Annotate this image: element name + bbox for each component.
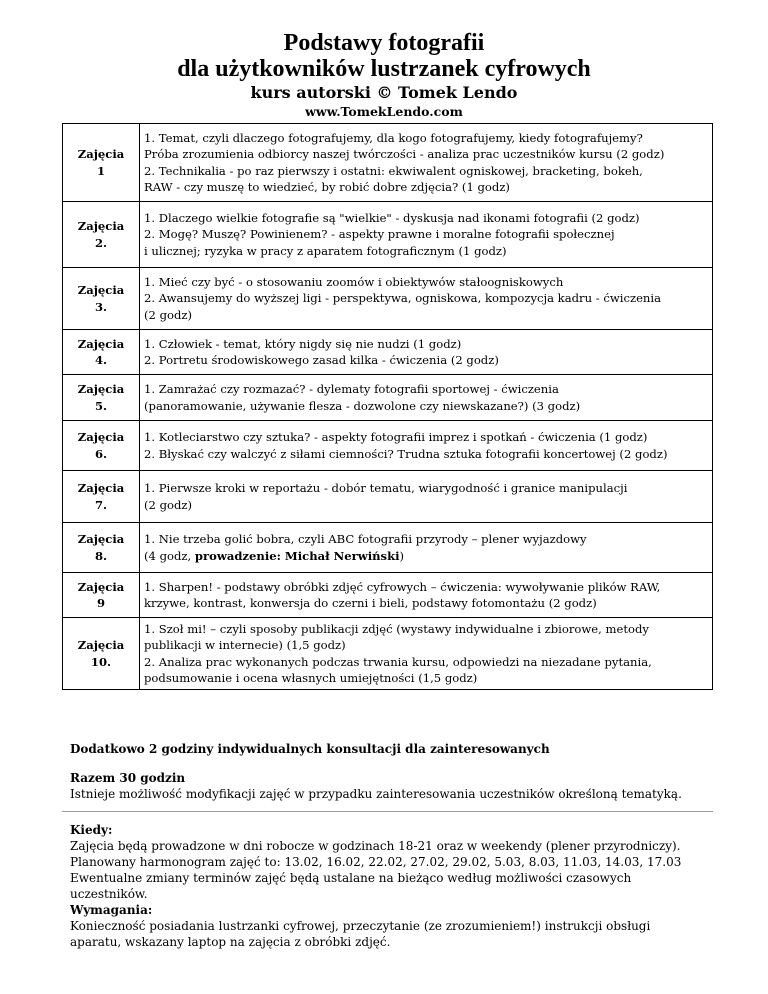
table-row xyxy=(63,421,713,471)
session-description: 1. Sharpen! - podstawy obróbki zdjęć cyfrowych – ćwiczenia: wywoływanie plików RAW, krzywe, kontrast, konwersja do czerni i bieli, podstawy fotomontażu (2 godz) xyxy=(140,573,713,618)
title-line-1: Podstawy fotografii xyxy=(283,30,485,56)
when-line: Zajęcia będą prowadzone w dni robocze w godzinach 18-21 oraz w weekendy (plener przyrodniczy). xyxy=(70,839,681,853)
session-label: Zajęcia 5. xyxy=(63,375,140,421)
session-description: 1. Zamrażać czy rozmazać? - dylematy fotografii sportowej - ćwiczenia (panoramowanie, używanie flesza - dozwolone czy niewskazane?) (3 godz) xyxy=(140,375,713,421)
document-header xyxy=(0,30,768,121)
session-description: 1. Temat, czyli dlaczego fotografujemy, dla kogo fotografujemy, kiedy fotografujemy? Próba zrozumienia odbiorcy naszej twórczości - analiza prac uczestników kursu (2 godz) 2. Technikalia - po raz pierwszy i ostatni: ekwiwalent ogniskowej, bracketing, bokeh, RAW - czy muszę to wiedzieć, by robić dobre zdjęcia? (1 godz) xyxy=(140,124,713,202)
table-row xyxy=(63,330,713,375)
modification-note: Istnieje możliwość modyfikacji zajęć w przypadku zainteresowania uczestników określoną tematyką. xyxy=(70,787,682,801)
schedule-table xyxy=(62,123,713,690)
session-description: 1. Człowiek - temat, który nigdy się nie nudzi (1 godz) 2. Portretu środowiskowego zasad kilka - ćwiczenia (2 godz) xyxy=(140,330,713,375)
table-row xyxy=(63,375,713,421)
session-description: 1. Mieć czy być - o stosowaniu zoomów i obiektywów stałoogniskowych 2. Awansujemy do wyższej ligi - perspektywa, ogniskowa, kompozycja kadru - ćwiczenia (2 godz) xyxy=(140,268,713,330)
session-description: 1. Kotleciarstwo czy sztuka? - aspekty fotografii imprez i spotkań - ćwiczenia (1 godz) 2. Błyskać czy walczyć z siłami ciemności? Trudna sztuka fotografii koncertowej (2 godz) xyxy=(140,421,713,471)
author-subtitle: kurs autorski © Tomek Lendo xyxy=(250,83,518,102)
session-description: 1. Nie trzeba golić bobra, czyli ABC fotografii przyrody – plener wyjazdowy (4 godz, prowadzenie: Michał Nerwiński) xyxy=(140,523,713,573)
session-label: Zajęcia 4. xyxy=(63,330,140,375)
table-row xyxy=(63,268,713,330)
session-label: Zajęcia 10. xyxy=(63,618,140,690)
session-label: Zajęcia 1 xyxy=(63,124,140,202)
table-row xyxy=(63,618,713,690)
table-row xyxy=(63,471,713,523)
session-label: Zajęcia 8. xyxy=(63,523,140,573)
table-row xyxy=(63,202,713,268)
session-description: 1. Pierwsze kroki w reportażu - dobór tematu, wiarygodność i granice manipulacji (2 godz) xyxy=(140,471,713,523)
table-row xyxy=(63,124,713,202)
requirements-line: Konieczność posiadania lustrzanki cyfrowej, przeczytanie (ze zrozumieniem!) instrukcji obsługi xyxy=(70,919,651,933)
session-label: Zajęcia 7. xyxy=(63,471,140,523)
session-label: Zajęcia 2. xyxy=(63,202,140,268)
table-row xyxy=(63,573,713,618)
when-line: Planowany harmonogram zajęć to: 13.02, 16.02, 22.02, 27.02, 29.02, 5.03, 8.03, 11.03, 14.03, 17.03 xyxy=(70,855,682,869)
title-line-2: dla użytkowników lustrzanek cyfrowych xyxy=(177,56,591,82)
session-description: 1. Dlaczego wielkie fotografie są "wielkie" - dyskusja nad ikonami fotografii (2 godz) 2. Mogę? Muszę? Powinienem? - aspekty prawne i moralne fotografii społecznej i ulicznej; ryzyka w pracy z aparatem fotograficznym (1 godz) xyxy=(140,202,713,268)
requirements-heading: Wymagania: xyxy=(70,903,153,917)
instructor-name: prowadzenie: Michał Nerwiński xyxy=(194,548,400,563)
when-line: Ewentualne zmiany terminów zajęć będą ustalane na bieżąco według możliwości czasowych xyxy=(70,871,632,885)
extra-consultations: Dodatkowo 2 godziny indywidualnych konsultacji dla zainteresowanych xyxy=(70,742,550,756)
session-label: Zajęcia 6. xyxy=(63,421,140,471)
session-description: 1. Szoł mi! – czyli sposoby publikacji zdjęć (wystawy indywidualne i zbiorowe, metody publikacji w internecie) (1,5 godz) 2. Analiza prac wykonanych podczas trwania kursu, odpowiedzi na niezadane pytania, podsumowanie i ocena własnych umiejętności (1,5 godz) xyxy=(140,618,713,690)
session-label: Zajęcia 9 xyxy=(63,573,140,618)
when-section xyxy=(70,822,710,950)
section-divider xyxy=(62,811,713,812)
requirements-line: aparatu, wskazany laptop na zajęcia z obróbki zdjęć. xyxy=(70,935,391,949)
when-line: uczestników. xyxy=(70,887,148,901)
website: www.TomekLendo.com xyxy=(305,104,463,119)
total-hours: Razem 30 godzin xyxy=(70,771,186,785)
when-heading: Kiedy: xyxy=(70,823,113,837)
session-label: Zajęcia 3. xyxy=(63,268,140,330)
table-row xyxy=(63,523,713,573)
